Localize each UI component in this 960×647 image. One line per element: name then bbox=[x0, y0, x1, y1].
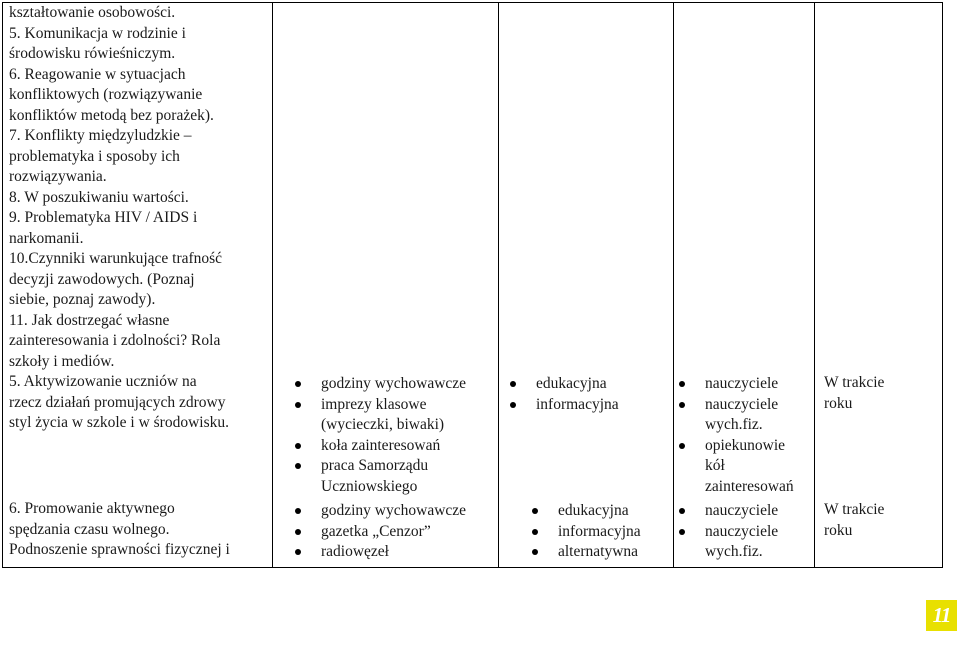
column-divider bbox=[272, 3, 273, 567]
term-text-line: roku bbox=[824, 394, 853, 412]
column-divider bbox=[814, 3, 815, 567]
responsible-cell-row6 bbox=[679, 501, 778, 563]
term-text-line: W trakcie bbox=[824, 501, 885, 518]
forms-item: Uczniowskiego bbox=[321, 477, 418, 495]
methods-item: alternatywna bbox=[532, 542, 641, 563]
term-text-line: W trakcie bbox=[824, 374, 885, 391]
task-cell-continued bbox=[9, 3, 222, 372]
task-text-line: konfliktowych (rozwiązywanie bbox=[9, 86, 203, 103]
term-text-line: roku bbox=[824, 521, 853, 539]
task-text-line: problematyka i sposoby ich bbox=[9, 147, 180, 165]
methods-cell-row6 bbox=[532, 501, 641, 563]
column-divider bbox=[673, 3, 674, 567]
task-text-line: narkomanii. bbox=[9, 229, 84, 247]
task-text-line: rzecz działań promujących zdrowy bbox=[9, 393, 226, 411]
task-cell-row6 bbox=[9, 499, 230, 561]
methods-item: edukacyjna bbox=[510, 374, 619, 395]
task-text-line: zainteresowania i zdolności? Rola bbox=[9, 332, 221, 349]
task-text-line: 6. Promowanie aktywnego bbox=[9, 500, 175, 517]
forms-cell-row5 bbox=[295, 374, 466, 497]
task-text-line: 9. Problematyka HIV / AIDS i bbox=[9, 209, 198, 226]
methods-item: edukacyjna bbox=[532, 501, 641, 522]
responsible-item: nauczyciele bbox=[679, 374, 794, 395]
responsible-cell-row5 bbox=[679, 374, 794, 497]
forms-item: radiowęzeł bbox=[295, 542, 466, 563]
column-divider bbox=[498, 3, 499, 567]
task-text-line: decyzji zawodowych. (Poznaj bbox=[9, 270, 195, 288]
responsible-item: nauczyciele bbox=[679, 501, 778, 522]
page-number-badge: 11 bbox=[926, 600, 957, 631]
task-text-line: 11. Jak dostrzegać własne bbox=[9, 311, 170, 329]
forms-item: gazetka „Cenzor” bbox=[295, 522, 466, 543]
methods-item: informacyjna bbox=[510, 395, 619, 416]
term-cell-row6 bbox=[824, 500, 884, 541]
responsible-item: opiekunowie bbox=[679, 436, 794, 457]
forms-item: godziny wychowawcze bbox=[295, 501, 466, 522]
forms-item: godziny wychowawcze bbox=[295, 374, 466, 395]
methods-item: informacyjna bbox=[532, 522, 641, 543]
task-text-line: szkoły i mediów. bbox=[9, 352, 115, 370]
forms-item: praca Samorządu bbox=[295, 456, 466, 477]
task-text-line: Podnoszenie sprawności fizycznej i bbox=[9, 541, 230, 558]
task-text-line: styl życia w szkole i w środowisku. bbox=[9, 414, 229, 431]
forms-item: (wycieczki, biwaki) bbox=[321, 416, 445, 433]
task-text-line: spędzania czasu wolnego. bbox=[9, 520, 170, 538]
task-text-line: 6. Reagowanie w sytuacjach bbox=[9, 65, 186, 83]
task-text-line: konfliktów metodą bez porażek). bbox=[9, 106, 214, 124]
task-text-line: 10.Czynniki warunkujące trafność bbox=[9, 250, 223, 267]
task-text-line: rozwiązywania. bbox=[9, 168, 107, 185]
forms-item: koła zainteresowań bbox=[295, 436, 466, 457]
term-cell-row5 bbox=[824, 373, 884, 414]
forms-cell-row6 bbox=[295, 501, 466, 563]
task-text-line: 5. Aktywizowanie uczniów na bbox=[9, 373, 197, 390]
task-text-line: 7. Konflikty międzyludzkie – bbox=[9, 127, 192, 144]
task-text-line: 5. Komunikacja w rodzinie i bbox=[9, 24, 186, 42]
responsible-item: kół bbox=[705, 457, 725, 474]
program-table bbox=[2, 2, 943, 568]
task-text-line: 8. W poszukiwaniu wartości. bbox=[9, 188, 189, 206]
task-text-line: siebie, poznaj zawody). bbox=[9, 291, 156, 308]
responsible-item: zainteresowań bbox=[705, 477, 794, 495]
responsible-item: nauczyciele bbox=[679, 522, 778, 543]
task-text-line: środowisku rówieśniczym. bbox=[9, 45, 176, 62]
responsible-item: wych.fiz. bbox=[705, 543, 763, 560]
methods-cell-row5 bbox=[510, 374, 619, 415]
forms-item: imprezy klasowe bbox=[295, 395, 466, 416]
task-text-line: kształtowanie osobowości. bbox=[9, 4, 176, 21]
task-cell-row5 bbox=[9, 372, 229, 434]
responsible-item: wych.fiz. bbox=[705, 416, 763, 433]
responsible-item: nauczyciele bbox=[679, 395, 794, 416]
